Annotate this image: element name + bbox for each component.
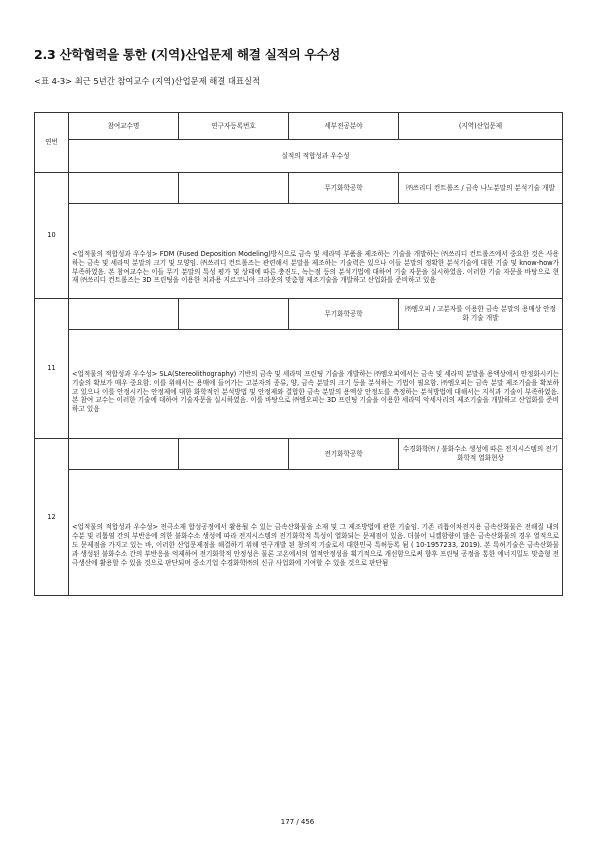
description-text: <업적물의 적합성과 우수성> FDM (Fused Deposition Modeling)방식으로 금속 및 세라믹 부품을 제조하는 기술을 개발하는 ㈜쓰리디 컨트롤즈에서 중요한 것은 사용하는 금속 및 세라믹 분말의 크기 및 모양임. ㈜쓰리디 컨트롤즈는 관련해서 분말을 제조하는 기술력은 있으나 이들 분말의 정확한 분석기술에 대한 기술 및 know-how가 부족하였음. 본 참여교수는 이들 무기 분말의 특성 평가 및 상태에 따른 충진도, 녹는점 등의 분석기법에 대하여 기술 자문을 실시하였음. 이러한 기술 자문을 바탕으로 현재 ㈜쓰리디 컨트롤즈는 3D 프린팅을 이용한 치과용 지르코니아 크라운의 맞춤형 제조기술을 개발하고 산업화를 준비하고 있음 xyxy=(72,249,559,285)
header-problem: (지역)산업문제 xyxy=(399,113,563,140)
page-number: 177 / 456 xyxy=(280,818,315,826)
description-text: <업적물의 적합성과 우수성> SLA(Stereolithography) 기반의 금속 및 세라믹 프린팅 기술을 개발하는 ㈜엠오피에서는 금속 및 세라믹 분말을 용액상에서 안정화시키는 기술의 확보가 매우 중요함. 이를 위해서는 용매에 들어가는 고분자의 종류, 양, 금속 분말의 크기 등을 분석하는 기법이 필요함. ㈜엠오피는 금속 분말 제조기술을 확보하고 있으나 이를 안정시키는 안정제에 대한 화학적인 분석방법 및 안정제와 결합한 금속 분말의 용액상 안정도를 측정하는 분석방법에 대해서는 지식과 기술이 부족하였음. 본 참여 교수는 이러한 기술에 대하여 기술자문을 실시하였음. 이를 바탕으로 ㈜엠오피는 3D 프린팅 기술을 이용한 세라믹 악세사리의 제조기술을 개발하고 산업화를 준비하고 있음 xyxy=(72,369,559,414)
field-cell: 전기화학공학 xyxy=(289,439,399,470)
header-no: 연번 xyxy=(35,113,69,173)
table-caption: <표 4-3> 최근 5년간 참여교수 (지역)산업문제 해결 대표실적 xyxy=(34,76,260,86)
table-row-detail xyxy=(35,470,563,596)
header-professor: 참여교수명 xyxy=(69,113,179,140)
table-row xyxy=(35,439,563,470)
description-cell xyxy=(69,470,563,596)
subheader-row xyxy=(35,140,563,173)
row-number: 10 xyxy=(35,173,69,299)
table-row-detail xyxy=(35,204,563,299)
section-title: 2.3 산학협력을 통한 (지역)산업문제 해결 실적의 우수성 xyxy=(34,47,341,62)
header-row xyxy=(35,113,563,140)
professor-name-cell xyxy=(69,299,179,330)
header-suitability: 실적의 적합성과 우수성 xyxy=(69,140,563,173)
problem-cell: ㈜쓰리디 컨트롤즈 / 금속 나노분말의 분석기술 개발 xyxy=(399,173,563,204)
table-row-detail xyxy=(35,330,563,439)
problem-cell: 수경화학㈜ / 불화수소 생성에 따른 전지시스템의 전기화학적 열화현상 xyxy=(399,439,563,470)
table-row xyxy=(35,299,563,330)
description-cell xyxy=(69,330,563,439)
row-number: 11 xyxy=(35,299,69,439)
description-cell xyxy=(69,204,563,299)
professor-name-cell xyxy=(69,439,179,470)
header-field: 세부전공분야 xyxy=(289,113,399,140)
header-researcher-id: 연구자등록번호 xyxy=(179,113,289,140)
description-text: <업적물의 적합성과 우수성> 전극소재 합성공정에서 활용될 수 있는 금속산화물을 소재 및 그 제조방법에 관한 기술임. 기존 리튬이차전지용 금속산화물은 전해질 내의 수분 및 리튬염 간의 부반응에 의한 불화수소 생성에 따라 전지시스템의 전기화학적 특성이 열화되는 문제점이 있음. 더불어 니켈함량이 많은 금속산화물의 경우 열적으로도 문제점을 가지고 있는 바, 이러한 산업문제점을 해결하기 위해 연구개발 된 창의적 기술로서 대한민국 특허등록 됨 ( 10-1957233, 2019). 본 특허기술은 금속산화물과 생성된 불화수소 간의 부반응을 억제하여 전기화학적 안정성은 물론 고온에서의 열적안정성을 획기적으로 개선함으로써 향후 프린팅 공정을 통한 에너지밀도 맞춤형 전극생산에 활용할 수 있을 것으로 판단되며 중소기업 수경화학㈜의 신규 사업화에 기여할 수 있을 것으로 판단됨 xyxy=(72,523,559,567)
researcher-id-cell xyxy=(179,299,289,330)
row-number: 12 xyxy=(35,439,69,596)
problem-cell: ㈜엠오피 / 고분자를 이용한 금속 분말의 용매상 안정화 기술 개발 xyxy=(399,299,563,330)
field-cell: 무기화학공학 xyxy=(289,299,399,330)
achievements-table xyxy=(34,112,563,596)
researcher-id-cell xyxy=(179,173,289,204)
professor-name-cell xyxy=(69,173,179,204)
table-row xyxy=(35,173,563,204)
researcher-id-cell xyxy=(179,439,289,470)
field-cell: 무기화학공학 xyxy=(289,173,399,204)
